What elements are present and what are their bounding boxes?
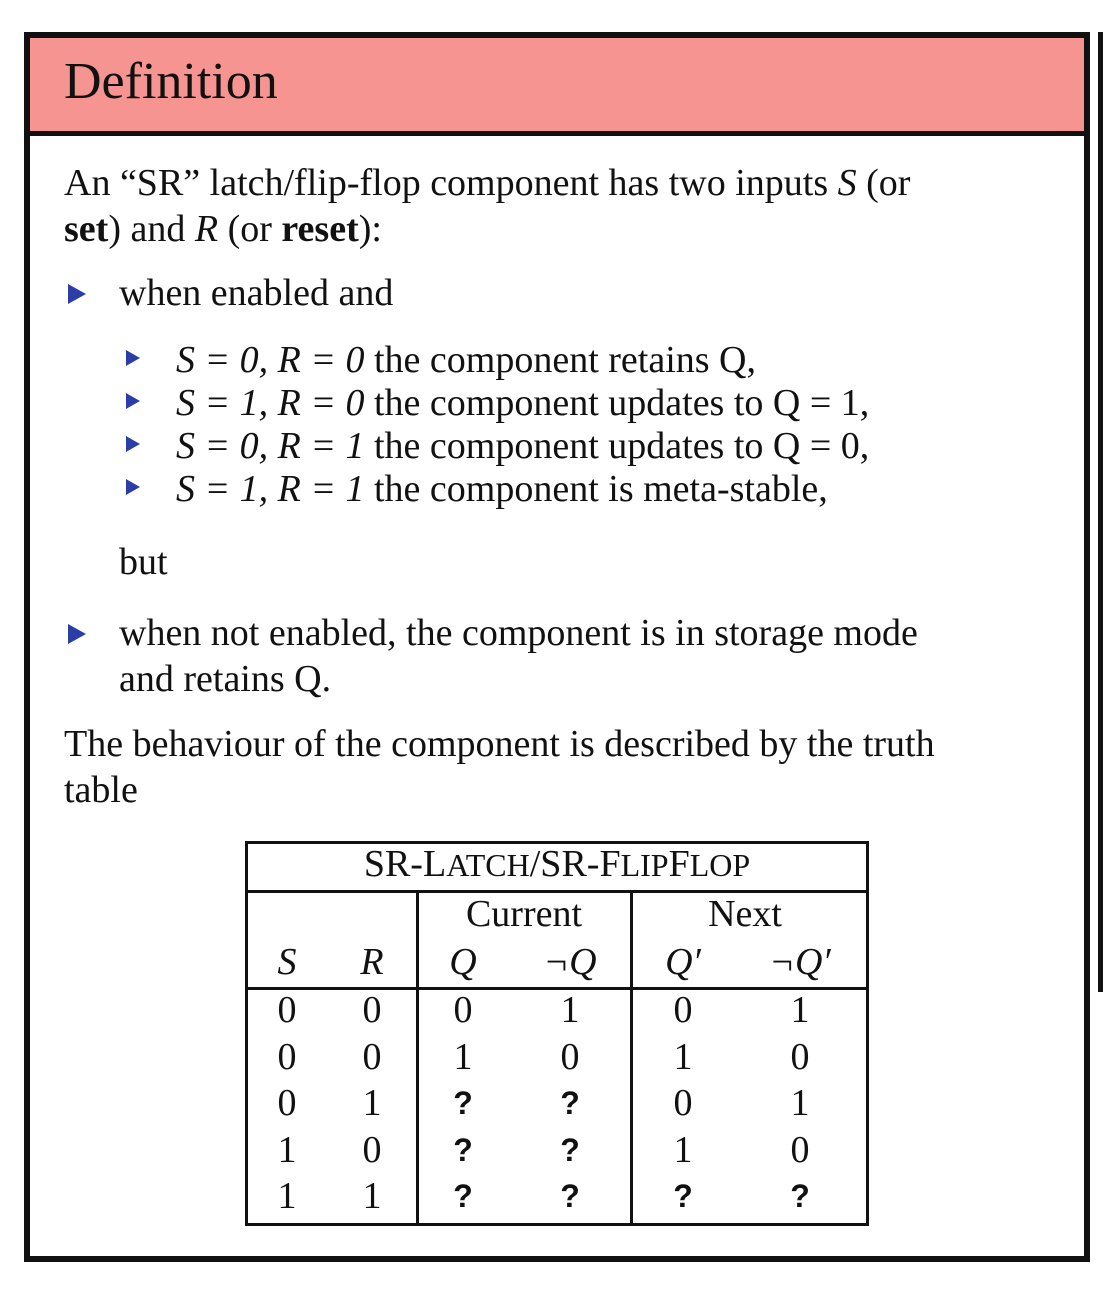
- page-edge-rule: [1098, 32, 1103, 992]
- term-set: set: [64, 208, 109, 250]
- table-cell: ?: [453, 1085, 473, 1121]
- sub-text: the component updates to Q = 1,: [364, 382, 870, 424]
- table-cell: 1: [362, 1175, 382, 1217]
- condition: S = 0, R = 0: [176, 339, 365, 381]
- table-cell: ?: [790, 1178, 810, 1214]
- table-cell: 1: [673, 1035, 693, 1078]
- table-rule: [630, 890, 633, 1226]
- table-cell: ?: [453, 1178, 473, 1214]
- table-caption: [245, 841, 869, 887]
- sub-text: the component updates to Q = 0,: [364, 425, 870, 467]
- table-cell: ?: [560, 1131, 580, 1168]
- intro-text: An “SR” latch/flip-flop component has two inputs: [64, 162, 838, 204]
- sub-bullet-triangle-icon: [126, 350, 140, 366]
- var-r: R: [194, 208, 219, 250]
- sub-item-4: [176, 466, 828, 512]
- table-rule: [245, 1223, 869, 1226]
- condition: S = 0, R = 1: [176, 425, 365, 467]
- caption-part: SR-L: [363, 843, 447, 885]
- sub-text: the component retains Q,: [364, 339, 757, 381]
- table-cell: ?: [560, 1085, 580, 1121]
- term-reset: reset: [281, 208, 359, 250]
- table-cell: 0: [560, 1035, 580, 1078]
- caption-part: /SR-F: [529, 843, 621, 885]
- col-header-q-next: Q′: [665, 941, 701, 983]
- sub-bullet-triangle-icon: [126, 436, 140, 452]
- group-current: Current: [465, 893, 583, 935]
- table-cell: 0: [362, 989, 382, 1031]
- table-cell: 1: [277, 1175, 297, 1217]
- table-cell: 1: [277, 1128, 297, 1171]
- table-cell: 1: [790, 989, 810, 1031]
- table-cell: ?: [560, 1178, 580, 1214]
- intro-line-1: [64, 160, 910, 206]
- bullet-triangle-icon: [68, 284, 86, 304]
- table-rule: [245, 841, 248, 1226]
- intro-text: ) and: [108, 208, 195, 250]
- var-s: S: [837, 162, 857, 204]
- bullet-1: when enabled and: [119, 272, 394, 314]
- closing-line-2: table: [64, 769, 138, 811]
- truth-table: [245, 841, 869, 1226]
- condition: S = 1, R = 1: [176, 468, 365, 510]
- table-cell: 1: [673, 1128, 693, 1171]
- table-cell: ?: [453, 1131, 473, 1168]
- table-cell: 0: [790, 1128, 810, 1171]
- col-header-not-q: ¬Q: [543, 941, 597, 983]
- closing-line-1: The behaviour of the component is described by the truth: [64, 723, 935, 765]
- sub-bullet-triangle-icon: [126, 479, 140, 495]
- table-cell: 0: [673, 1082, 693, 1124]
- col-header-not-q-next: ¬Q′: [769, 941, 831, 983]
- condition: S = 1, R = 0: [176, 382, 365, 424]
- sub-text: the component is meta-stable,: [364, 468, 828, 510]
- table-cell: 0: [673, 989, 693, 1031]
- table-cell: ?: [673, 1178, 693, 1214]
- caption-part: ATCH: [446, 847, 530, 883]
- intro-text: ):: [358, 208, 382, 250]
- sub-item-3: [176, 423, 869, 469]
- table-cell: 1: [790, 1082, 810, 1124]
- col-header-s: S: [277, 941, 297, 983]
- but-text: but: [119, 541, 168, 583]
- definition-title: Definition: [64, 53, 278, 110]
- intro-text: (or: [856, 162, 911, 204]
- col-header-r: R: [360, 941, 384, 983]
- caption-part: LIP: [620, 847, 669, 883]
- table-cell: 0: [277, 1035, 297, 1078]
- group-next: Next: [708, 893, 782, 935]
- sub-bullet-triangle-icon: [126, 393, 140, 409]
- table-cell: 0: [277, 989, 297, 1031]
- sub-item-1: [176, 337, 756, 383]
- table-cell: 0: [453, 989, 473, 1031]
- bullet-triangle-icon: [68, 624, 86, 644]
- definition-header: [30, 38, 1084, 136]
- table-rule: [416, 890, 419, 1226]
- caption-part: LOP: [689, 847, 751, 883]
- table-rule: [245, 987, 869, 990]
- intro-text: (or: [218, 208, 282, 250]
- table-cell: 1: [362, 1082, 382, 1124]
- col-header-q: Q: [449, 941, 477, 983]
- table-cell: 0: [277, 1082, 297, 1124]
- table-rule: [866, 841, 869, 1226]
- table-cell: 0: [362, 1035, 382, 1078]
- table-cell: 1: [453, 1035, 473, 1078]
- caption-part: F: [668, 843, 690, 885]
- intro-line-2: [64, 206, 382, 252]
- sub-item-2: [176, 380, 869, 426]
- bullet-2-line-1: when not enabled, the component is in storage mode: [119, 612, 918, 654]
- table-cell: 0: [790, 1035, 810, 1078]
- table-cell: 1: [560, 989, 580, 1031]
- table-cell: 0: [362, 1128, 382, 1171]
- bullet-2-line-2: and retains Q.: [119, 658, 332, 700]
